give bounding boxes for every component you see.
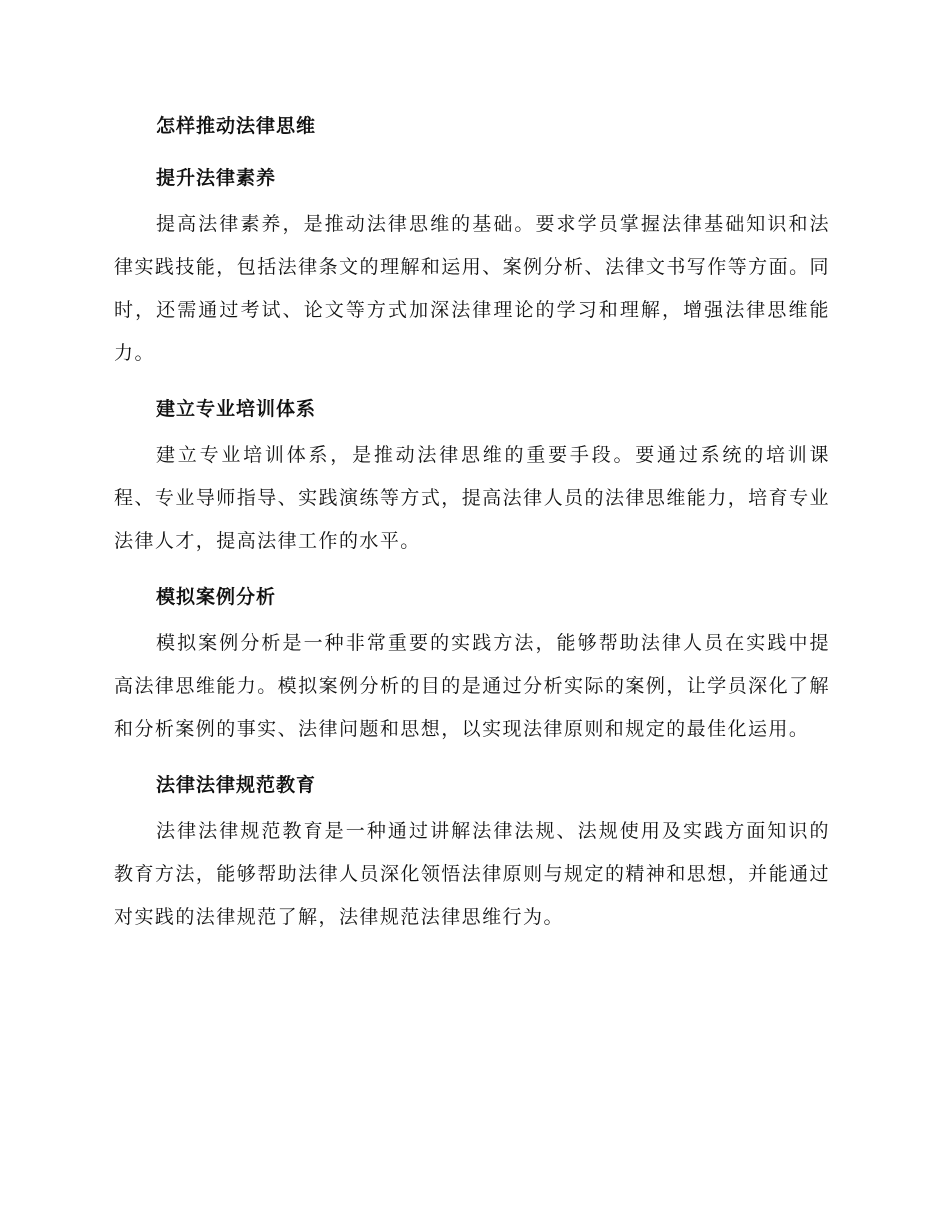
document-title: 怎样推动法律思维 xyxy=(156,115,317,137)
section-body-norms-education: 法律法律规范教育是一种通过讲解法律法规、法规使用及实践方面知识的教育方法，能够帮助法律人员深化领悟法律原则与规定的精神和思想，并能通过对实践的法律规范了解，法律规范法律思维行为。 xyxy=(114,820,830,928)
document-content xyxy=(114,108,830,939)
section-heading-legal-literacy: 提升法律素养 xyxy=(156,167,277,189)
section-body-training-system: 建立专业培训体系，是推动法律思维的重要手段。要通过系统的培训课程、专业导师指导、实践演练等方式，提高法律人员的法律思维能力，培育专业法律人才，提高法律工作的水平。 xyxy=(114,444,830,552)
section-heading-training-system: 建立专业培训体系 xyxy=(156,398,317,420)
section-heading-case-analysis: 模拟案例分析 xyxy=(156,586,277,608)
section-heading-norms-education: 法律法律规范教育 xyxy=(156,774,317,796)
section-body-legal-literacy: 提高法律素养，是推动法律思维的基础。要求学员掌握法律基础知识和法律实践技能，包括法律条文的理解和运用、案例分析、法律文书写作等方面。同时，还需通过考试、论文等方式加深法律理论的学习和理解，增强法律思维能力。 xyxy=(114,213,830,364)
section-body-case-analysis: 模拟案例分析是一种非常重要的实践方法，能够帮助法律人员在实践中提高法律思维能力。模拟案例分析的目的是通过分析实际的案例，让学员深化了解和分析案例的事实、法律问题和思想，以实现法律原则和规定的最佳化运用。 xyxy=(114,632,830,740)
